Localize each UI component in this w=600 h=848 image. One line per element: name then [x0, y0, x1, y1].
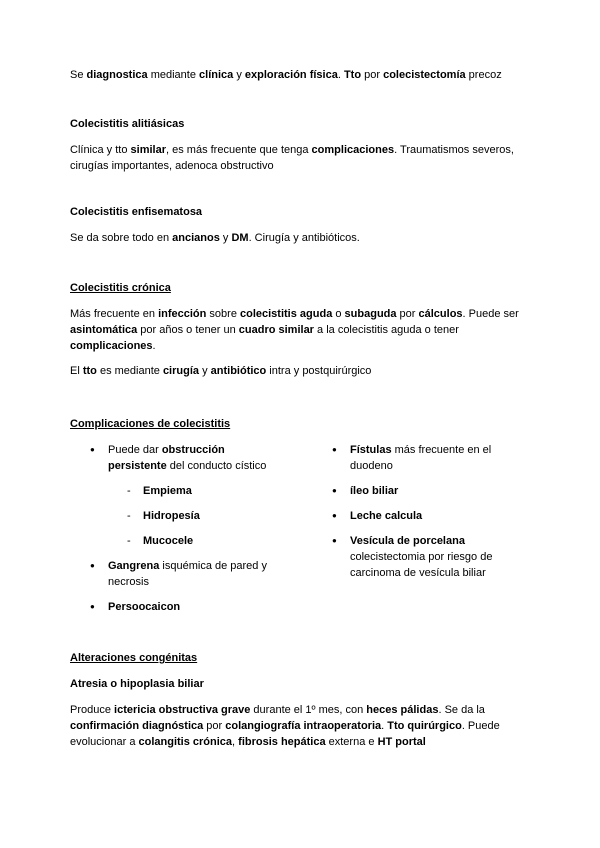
list-item-text: Gangrena isquémica de pared y necrosis [108, 560, 267, 588]
list-item-text: Leche calcula [350, 510, 423, 522]
list-item-text: Hidropesía [143, 510, 200, 522]
paragraph-enfisematosa: Se da sobre todo en ancianos y DM. Cirugía y antibióticos. [70, 232, 360, 244]
sub-list-item [90, 533, 315, 549]
list-item-text: Fístulas más frecuente en el duodeno [350, 444, 492, 472]
list-item-text: Puede dar obstrucción persistente del conducto cístico [108, 444, 267, 472]
list-item [90, 558, 315, 590]
disc-bullet-icon: ● [90, 602, 95, 611]
list-item [90, 442, 315, 474]
list-item [332, 533, 525, 581]
paragraph-tratamiento: El tto es mediante cirugía y antibiótico intra y postquirúrgico [70, 365, 372, 377]
list-item [332, 483, 525, 499]
dash-bullet-icon: - [127, 535, 131, 547]
sub-list-item [90, 508, 315, 524]
disc-bullet-icon: ● [90, 445, 95, 454]
complications-columns [70, 442, 525, 624]
complications-right-column [315, 442, 525, 590]
complications-left-column [70, 442, 315, 624]
list-item-text: Vesícula de porcelana colecistectomia por riesgo de carcinoma de vesícula biliar [350, 535, 493, 579]
dash-bullet-icon: - [127, 510, 131, 522]
list-item [90, 599, 315, 615]
disc-bullet-icon: ● [332, 536, 337, 545]
list-item-text: Persoocaicon [108, 601, 181, 613]
list-item [332, 508, 525, 524]
dash-bullet-icon: - [127, 485, 131, 497]
heading-atresia-hipoplasia: Atresia o hipoplasia biliar [70, 678, 204, 690]
list-item-text: íleo biliar [350, 485, 399, 497]
heading-colecistitis-enfisematosa: Colecistitis enfisematosa [70, 206, 203, 218]
disc-bullet-icon: ● [332, 511, 337, 520]
disc-bullet-icon: ● [332, 486, 337, 495]
paragraph-cronica: Más frecuente en infección sobre colecistitis aguda o subaguda por cálculos. Puede ser asintomática por años o tener un cuadro similar a la colecistitis aguda o tener complicaciones. [70, 308, 519, 352]
heading-colecistitis-cronica: Colecistitis crónica [70, 282, 171, 294]
disc-bullet-icon: ● [332, 445, 337, 454]
paragraph-atresia: Produce ictericia obstructiva grave durante el 1º mes, con heces pálidas. Se da la confirmación diagnóstica por colangiografía intraoperatoria. Tto quirúrgico. Puede evolucionar a colangitis crónica, fibrosis hepática externa e HT portal [70, 704, 500, 748]
heading-colecistitis-alitiasicas: Colecistitis alitiásicas [70, 118, 185, 130]
heading-complicaciones: Complicaciones de colecistitis [70, 418, 231, 430]
list-item-text: Mucocele [143, 535, 194, 547]
disc-bullet-icon: ● [90, 561, 95, 570]
sub-list-item [90, 483, 315, 499]
list-item [332, 442, 525, 474]
intro-paragraph: Se diagnostica mediante clínica y exploración física. Tto por colecistectomía precoz [70, 69, 502, 81]
list-item-text: Empiema [143, 485, 192, 497]
heading-alteraciones-congenitas: Alteraciones congénitas [70, 652, 198, 664]
paragraph-alitiasicas: Clínica y tto similar, es más frecuente que tenga complicaciones. Traumatismos severos, cirugías importantes, adenoca obstructivo [70, 144, 514, 172]
